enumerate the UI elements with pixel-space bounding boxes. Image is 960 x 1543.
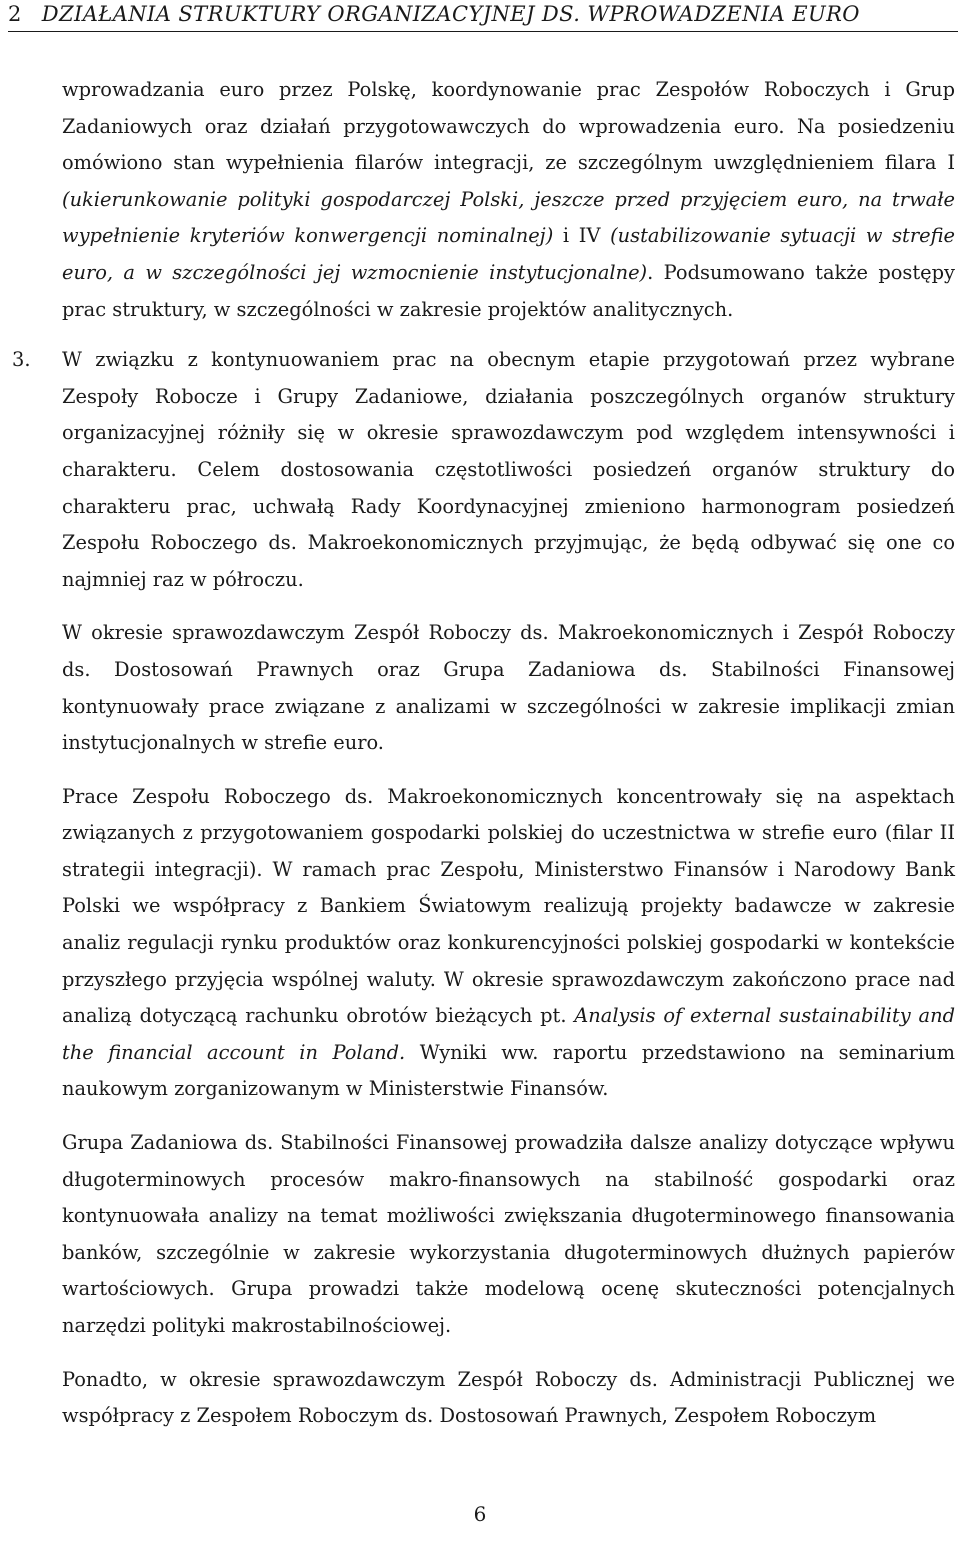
paragraph-5: Grupa Zadaniowa ds. Stabilności Finansowej prowadziła dalsze analizy dotyczące wpływu długoterminowych procesów makro-finansowych na stabilność gospodarki oraz kontynuowała analizy na temat możliwości zwiększania długoterminowego finansowania banków, szczególnie w zakresie wykorzystania długoterminowych dłużnych papierów wartościowych. Grupa prowadzi także modelową ocenę skuteczności potencjalnych narzędzi polityki makrostabilnościowej. (62, 1131, 955, 1337)
paragraph-4-text-a: Prace Zespołu Roboczego ds. Makroekonomicznych koncentrowały się na aspektach związanych z przygotowaniem gospodarki polskiej do uczestnictwa w strefie euro (filar II strategii integracji). W ramach prac Zespołu, Ministerstwo Finansów i Narodowy Bank Polski we współpracy z Bankiem Światowym realizują projekty badawcze w zakresie analiz regulacji rynku produktów oraz konkurencyjności polskiej gospodarki w kontekście przyszłego przyjęcia wspólnej waluty. W okresie sprawozdawczym zakończono prace nad analizą dotyczącą rachunku obrotów bieżących pt. (62, 784, 955, 1028)
chapter-number: 2 (8, 2, 22, 26)
paragraph-1-text-b: i IV (553, 224, 611, 248)
paragraph-1-italic-a: (ukierunkowanie polityki gospodarczej Polski, jeszcze przed przyjęciem euro, na trwałe wypełnienie kryteriów konwergencji nominalnej) (62, 187, 955, 248)
numbered-item-3 (12, 342, 955, 598)
chapter-title: DZIAŁANIA STRUKTURY ORGANIZACYJNEJ DS. WPROWADZENIA EURO (41, 2, 860, 26)
running-header (8, 0, 958, 32)
paragraph-1-italic-b: (ustabilizowanie sytuacji w strefie euro, a w szczególności jej wzmocnienie instytucjonalne) (62, 224, 955, 284)
page-number: 6 (473, 1502, 487, 1526)
item-number: 3. (12, 348, 31, 372)
paragraph-1 (62, 72, 955, 328)
paragraph-1-text-a: wprowadzania euro przez Polskę, koordynowanie prac Zespołów Roboczych i Grup Zadaniowych oraz działań przygotowawczych do wprowadzenia euro. Na posiedzeniu omówiono stan wypełnienia filarów integracji, ze szczególnym uwzględnieniem filara I (62, 78, 955, 175)
paragraph-6: Ponadto, w okresie sprawozdawczym Zespół Roboczy ds. Administracji Publicznej we współpracy z Zespołem Roboczym ds. Dostosowań Prawnych, Zespołem Roboczym (62, 1367, 955, 1428)
paragraph-1-text-c: . Podsumowano także postępy prac struktury, w szczególności w zakresie projektów analitycznych. (62, 260, 955, 321)
paragraph-3: W okresie sprawozdawczym Zespół Roboczy ds. Makroekonomicznych i Zespół Roboczy ds. Dostosowań Prawnych oraz Grupa Zadaniowa ds. Stabilności Finansowej kontynuowały prace związane z analizami w szczególności w zakresie implikacji zmian instytucjonalnych w strefie euro. (62, 621, 955, 755)
paragraph-4-italic-title: Analysis of external sustainability and the financial account in Poland. (62, 1004, 955, 1064)
paragraph-4-text-b: Wyniki ww. raportu przedstawiono na seminarium naukowym zorganizowanym w Ministerstwie Finansów. (62, 1040, 955, 1101)
body-text (12, 72, 955, 1435)
paragraph-4 (62, 779, 955, 1108)
item-3-text: W związku z kontynuowaniem prac na obecnym etapie przygotowań przez wybrane Zespoły Robocze i Grupy Zadaniowe, działania poszczególnych organów struktury organizacyjnej różniły się w okresie sprawozdawczym pod względem intensywności i charakteru. Celem dostosowania częstotliwości posiedzeń organów struktury do charakteru prac, uchwałą Rady Koordynacyjnej zmieniono harmonogram posiedzeń Zespołu Roboczego ds. Makroekonomicznych przyjmując, że będą odbywać się one co najmniej raz w półroczu. (62, 348, 955, 591)
